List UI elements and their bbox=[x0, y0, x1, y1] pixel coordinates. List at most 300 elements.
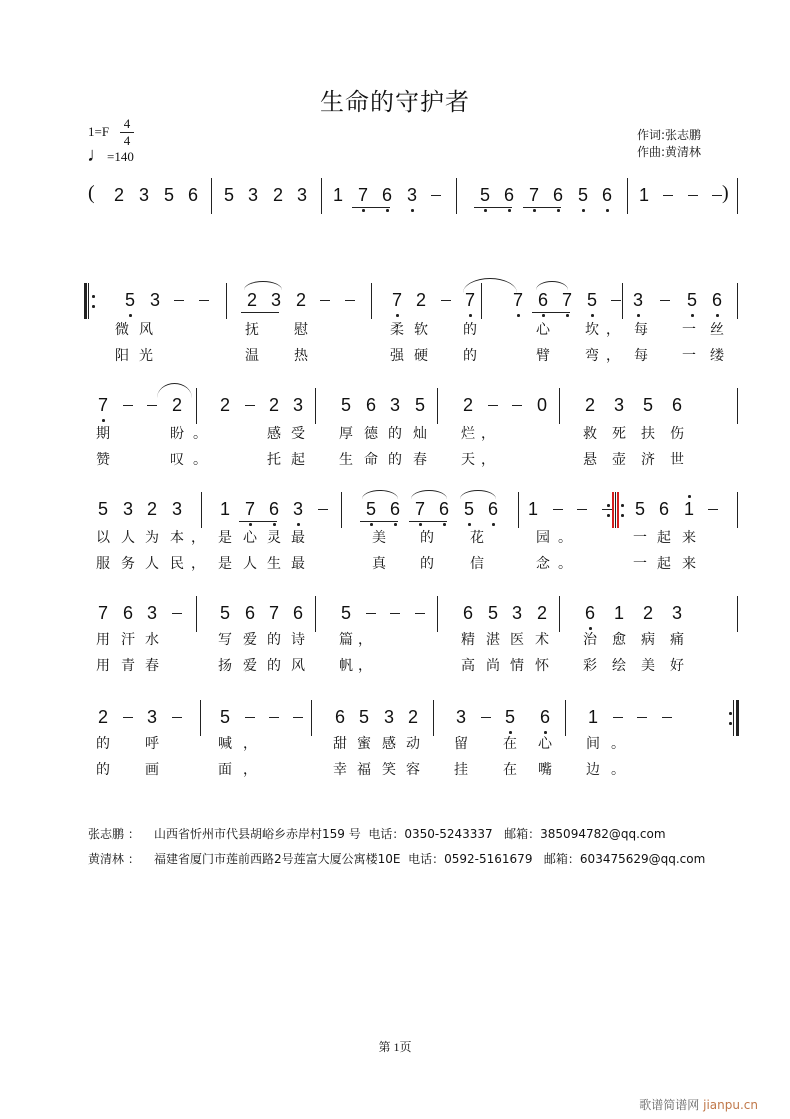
note: 5 bbox=[487, 603, 498, 623]
lyric-line-verse-2 bbox=[0, 556, 790, 574]
low-octave-dot bbox=[297, 523, 300, 526]
note: 3 bbox=[171, 499, 182, 519]
eighth-beam bbox=[523, 207, 561, 208]
note: 6 bbox=[187, 185, 198, 205]
sustain-dash bbox=[688, 195, 698, 196]
sustain-dash bbox=[512, 405, 522, 406]
lyric-char: 花 bbox=[470, 530, 484, 546]
lyric-char: 。 bbox=[558, 556, 572, 572]
eighth-beam bbox=[360, 521, 398, 522]
lyric-char: 是 bbox=[218, 530, 232, 546]
low-octave-dot bbox=[249, 523, 252, 526]
lyric-char: 德 bbox=[364, 426, 378, 442]
tempo-marking bbox=[87, 146, 134, 165]
repeat-dot bbox=[607, 514, 610, 517]
note: 5 bbox=[358, 707, 369, 727]
repeat-end-thin-bar bbox=[733, 700, 734, 736]
sustain-dash bbox=[553, 509, 563, 510]
slur bbox=[244, 281, 282, 290]
note: 3 bbox=[296, 185, 307, 205]
intro-open-paren: ( bbox=[88, 182, 95, 204]
sustain-dash bbox=[366, 613, 376, 614]
lyric-char: 的 bbox=[463, 348, 477, 364]
lyric-char: 术 bbox=[535, 632, 549, 648]
lyric-char: 画 bbox=[145, 762, 159, 778]
note: 2 bbox=[642, 603, 653, 623]
lyric-char: 春 bbox=[413, 452, 427, 468]
note: 7 bbox=[464, 290, 475, 310]
repeat-dot bbox=[607, 504, 610, 507]
lyric-char: 高 bbox=[461, 658, 475, 674]
lyric-char: 信 bbox=[470, 556, 484, 572]
note: 6 bbox=[671, 395, 682, 415]
lyric-char: 精 bbox=[461, 632, 475, 648]
lyric-char: 心 bbox=[536, 322, 550, 338]
repeat-dot bbox=[92, 305, 95, 308]
contact-row-lyricist bbox=[88, 826, 705, 842]
repeat-bar bbox=[615, 492, 617, 528]
time-signature-bottom: 4 bbox=[123, 133, 131, 148]
lyric-char: 风 bbox=[139, 322, 153, 338]
note: 3 bbox=[671, 603, 682, 623]
lyric-char: 治 bbox=[583, 632, 597, 648]
note: 6 bbox=[539, 707, 550, 727]
note: 6 bbox=[537, 290, 548, 310]
lyric-char: 福 bbox=[357, 762, 371, 778]
lyric-char: 每 bbox=[634, 322, 648, 338]
contact-phone: 电话：0592-5161679 bbox=[408, 852, 533, 866]
lyric-char: 边 bbox=[586, 762, 600, 778]
lyric-char: 人 bbox=[121, 530, 135, 546]
lyric-char: 叹 bbox=[170, 452, 184, 468]
note: 5 bbox=[479, 185, 490, 205]
lyric-char: 念 bbox=[536, 556, 550, 572]
lyric-char: 的 bbox=[267, 632, 281, 648]
contact-block bbox=[88, 826, 705, 867]
note: 1 bbox=[638, 185, 649, 205]
note: 1 bbox=[527, 499, 538, 519]
note: 5 bbox=[219, 603, 230, 623]
low-octave-dot bbox=[419, 523, 422, 526]
lyric-line-verse-2 bbox=[0, 658, 790, 676]
sustain-dash bbox=[481, 717, 491, 718]
contact-name: 黄清林 ： bbox=[88, 852, 140, 866]
low-octave-dot bbox=[469, 314, 472, 317]
lyric-char: 的 bbox=[96, 736, 110, 752]
sustain-dash bbox=[712, 195, 722, 196]
barline bbox=[226, 283, 227, 319]
lyric-char: 死 bbox=[612, 426, 626, 442]
eighth-beam bbox=[239, 521, 277, 522]
note: 6 bbox=[462, 603, 473, 623]
contact-address: 山西省忻州市代县胡峪乡赤岸村159 号 bbox=[154, 827, 361, 841]
contact-email: 邮箱：385094782@qq.com bbox=[504, 827, 666, 841]
lyric-char: 。 bbox=[558, 530, 572, 546]
note: 6 bbox=[487, 499, 498, 519]
lyric-char: 强 bbox=[390, 348, 404, 364]
eighth-beam bbox=[352, 207, 390, 208]
low-octave-dot bbox=[582, 209, 585, 212]
note: 5 bbox=[414, 395, 425, 415]
low-octave-dot bbox=[129, 314, 132, 317]
slur bbox=[362, 490, 398, 499]
lyric-line-verse-1 bbox=[0, 426, 790, 444]
low-octave-dot bbox=[394, 523, 397, 526]
lyric-char: 的 bbox=[267, 658, 281, 674]
watermark bbox=[639, 1096, 758, 1113]
low-octave-dot bbox=[557, 209, 560, 212]
lyric-char: 痛 bbox=[670, 632, 684, 648]
lyric-char: 赞 bbox=[96, 452, 110, 468]
note: 3 bbox=[292, 499, 303, 519]
eighth-beam bbox=[241, 312, 279, 313]
staff-system-1 bbox=[0, 178, 790, 218]
staff-system-6 bbox=[0, 700, 790, 740]
lyric-char: 托 bbox=[267, 452, 281, 468]
lyric-char: 臂 bbox=[536, 348, 550, 364]
lyric-char: 受 bbox=[291, 426, 305, 442]
staff-system-5 bbox=[0, 596, 790, 636]
watermark-en: jianpu.cn bbox=[703, 1098, 758, 1112]
sustain-dash bbox=[611, 300, 621, 301]
lyric-char: 喊 bbox=[218, 736, 232, 752]
repeat-dot bbox=[621, 514, 624, 517]
repeat-start-thin-bar bbox=[88, 283, 89, 319]
low-octave-dot bbox=[566, 314, 569, 317]
note: 3 bbox=[292, 395, 303, 415]
low-octave-dot bbox=[542, 314, 545, 317]
note: 2 bbox=[268, 395, 279, 415]
note: 7 bbox=[357, 185, 368, 205]
note: 2 bbox=[462, 395, 473, 415]
note: 5 bbox=[504, 707, 515, 727]
sustain-dash bbox=[488, 405, 498, 406]
lyricist-credit: 作词:张志鹏 bbox=[637, 128, 702, 142]
lyric-char: 篇 bbox=[339, 632, 353, 648]
low-octave-dot bbox=[589, 627, 592, 630]
sustain-dash bbox=[660, 300, 670, 301]
lyric-char: 扬 bbox=[218, 658, 232, 674]
sustain-dash bbox=[245, 717, 255, 718]
lyric-char: 一 bbox=[682, 322, 696, 338]
slur bbox=[411, 490, 447, 499]
contact-phone: 电话：0350-5243337 bbox=[368, 827, 493, 841]
lyric-char: ， bbox=[481, 426, 495, 442]
note: 6 bbox=[122, 603, 133, 623]
barline bbox=[321, 178, 322, 214]
note: 1 bbox=[332, 185, 343, 205]
note: 5 bbox=[577, 185, 588, 205]
repeat-dot bbox=[729, 712, 732, 715]
note: 6 bbox=[438, 499, 449, 519]
lyric-char: ， bbox=[606, 322, 620, 338]
lyric-line-verse-1 bbox=[0, 322, 790, 340]
lyric-line-verse-2 bbox=[0, 452, 790, 470]
note: 3 bbox=[455, 707, 466, 727]
lyric-char: 帆 bbox=[339, 658, 353, 674]
lyric-char: 人 bbox=[243, 556, 257, 572]
barline bbox=[315, 388, 316, 424]
lyric-line-verse-2 bbox=[0, 762, 790, 780]
lyric-char: 呼 bbox=[145, 736, 159, 752]
eighth-beam bbox=[474, 207, 512, 208]
note: 5 bbox=[586, 290, 597, 310]
repeat-end-thick-bar bbox=[736, 700, 739, 736]
lyric-char: 盼 bbox=[170, 426, 184, 442]
sustain-dash bbox=[441, 300, 451, 301]
note: 5 bbox=[634, 499, 645, 519]
note: 2 bbox=[246, 290, 257, 310]
lyric-char: 以 bbox=[96, 530, 110, 546]
lyric-char: 一 bbox=[633, 556, 647, 572]
note: 2 bbox=[219, 395, 230, 415]
lyric-char: 伤 bbox=[670, 426, 684, 442]
barline bbox=[433, 700, 434, 736]
barline bbox=[565, 700, 566, 736]
barline bbox=[559, 596, 560, 632]
sustain-dash bbox=[174, 300, 184, 301]
lyric-char: ， bbox=[481, 452, 495, 468]
lyric-char: 起 bbox=[657, 556, 671, 572]
note: 7 bbox=[414, 499, 425, 519]
barline bbox=[311, 700, 312, 736]
lyric-char: 湛 bbox=[486, 632, 500, 648]
low-octave-dot bbox=[492, 523, 495, 526]
lyric-char: 爱 bbox=[243, 632, 257, 648]
note: 6 bbox=[268, 499, 279, 519]
note: 5 bbox=[463, 499, 474, 519]
sustain-dash bbox=[123, 405, 133, 406]
lyric-char: 的 bbox=[463, 322, 477, 338]
note: 5 bbox=[340, 603, 351, 623]
lyric-line-verse-2 bbox=[0, 348, 790, 366]
sustain-dash bbox=[245, 405, 255, 406]
lyric-char: ， bbox=[191, 556, 205, 572]
barline bbox=[341, 492, 342, 528]
quarter-note-icon: ♩ bbox=[87, 144, 107, 166]
low-octave-dot bbox=[591, 314, 594, 317]
lyric-char: 天 bbox=[461, 452, 475, 468]
staff-system-2 bbox=[0, 283, 790, 323]
sustain-dash bbox=[602, 509, 612, 510]
low-octave-dot bbox=[370, 523, 373, 526]
lyric-char: ， bbox=[358, 658, 372, 674]
note: 6 bbox=[503, 185, 514, 205]
lyric-char: 感 bbox=[382, 736, 396, 752]
credits bbox=[637, 127, 701, 161]
barline bbox=[437, 388, 438, 424]
tempo-value: =140 bbox=[107, 149, 134, 164]
note: 7 bbox=[391, 290, 402, 310]
note: 6 bbox=[381, 185, 392, 205]
low-octave-dot bbox=[102, 419, 105, 422]
lyric-char: 温 bbox=[245, 348, 259, 364]
lyric-char: 最 bbox=[291, 530, 305, 546]
lyric-char: 春 bbox=[145, 658, 159, 674]
slur bbox=[157, 383, 192, 398]
sustain-dash bbox=[637, 717, 647, 718]
lyric-char: 最 bbox=[291, 556, 305, 572]
lyric-char: 硬 bbox=[414, 348, 428, 364]
note: 3 bbox=[389, 395, 400, 415]
lyric-char: 光 bbox=[139, 348, 153, 364]
composer-credit: 作曲:黄清林 bbox=[637, 145, 702, 159]
repeat-dot bbox=[621, 504, 624, 507]
note: 2 bbox=[97, 707, 108, 727]
note: 6 bbox=[292, 603, 303, 623]
lyric-char: 幸 bbox=[333, 762, 347, 778]
note: 3 bbox=[146, 707, 157, 727]
lyric-char: 的 bbox=[96, 762, 110, 778]
note: 6 bbox=[584, 603, 595, 623]
lyric-char: 尚 bbox=[486, 658, 500, 674]
lyric-char: 命 bbox=[364, 452, 378, 468]
repeat-start-thick-bar bbox=[84, 283, 87, 319]
barline bbox=[196, 596, 197, 632]
lyric-char: 真 bbox=[372, 556, 386, 572]
low-octave-dot bbox=[386, 209, 389, 212]
lyric-char: 厚 bbox=[339, 426, 353, 442]
lyric-char: 爱 bbox=[243, 658, 257, 674]
lyric-char: 笑 bbox=[382, 762, 396, 778]
repeat-dot bbox=[92, 295, 95, 298]
low-octave-dot bbox=[606, 209, 609, 212]
lyric-char: 为 bbox=[145, 530, 159, 546]
lyric-char: 柔 bbox=[390, 322, 404, 338]
barline bbox=[211, 178, 212, 214]
lyric-char: 心 bbox=[243, 530, 257, 546]
eighth-beam bbox=[532, 312, 570, 313]
lyric-char: 诗 bbox=[291, 632, 305, 648]
note: 1 bbox=[613, 603, 624, 623]
lyric-char: 。 bbox=[193, 452, 207, 468]
lyric-char: 起 bbox=[291, 452, 305, 468]
lyric-char: 缕 bbox=[710, 348, 724, 364]
time-signature-top: 4 bbox=[123, 116, 131, 131]
sustain-dash bbox=[613, 717, 623, 718]
lyric-char: 园 bbox=[536, 530, 550, 546]
sustain-dash bbox=[577, 509, 587, 510]
lyric-char: 抚 bbox=[245, 322, 259, 338]
note: 1 bbox=[683, 499, 694, 519]
lyric-char: 本 bbox=[170, 530, 184, 546]
note: 7 bbox=[97, 603, 108, 623]
note: 2 bbox=[146, 499, 157, 519]
note: 3 bbox=[122, 499, 133, 519]
sustain-dash bbox=[172, 613, 182, 614]
barline bbox=[737, 388, 738, 424]
lyric-char: ， bbox=[191, 530, 205, 546]
note: 3 bbox=[406, 185, 417, 205]
sustain-dash bbox=[318, 509, 328, 510]
barline bbox=[627, 178, 628, 214]
lyric-char: 世 bbox=[670, 452, 684, 468]
note: 5 bbox=[340, 395, 351, 415]
lyric-char: ， bbox=[243, 762, 257, 778]
barline bbox=[196, 388, 197, 424]
lyric-char: 美 bbox=[372, 530, 386, 546]
low-octave-dot bbox=[716, 314, 719, 317]
note: 2 bbox=[584, 395, 595, 415]
barline bbox=[315, 596, 316, 632]
barline bbox=[371, 283, 372, 319]
lyric-char: 来 bbox=[682, 530, 696, 546]
lyric-char: 美 bbox=[641, 658, 655, 674]
lyric-char: 烂 bbox=[461, 426, 475, 442]
note: 2 bbox=[272, 185, 283, 205]
lyric-char: 灵 bbox=[267, 530, 281, 546]
sustain-dash bbox=[293, 717, 303, 718]
lyric-char: 彩 bbox=[583, 658, 597, 674]
barline bbox=[518, 492, 519, 528]
sustain-dash bbox=[269, 717, 279, 718]
lyric-char: 悬 bbox=[583, 452, 597, 468]
low-octave-dot bbox=[509, 731, 512, 734]
note: 5 bbox=[642, 395, 653, 415]
lyric-char: 期 bbox=[96, 426, 110, 442]
barline bbox=[481, 283, 482, 319]
note: 1 bbox=[587, 707, 598, 727]
lyric-char: 医 bbox=[510, 632, 524, 648]
lyric-char: ， bbox=[358, 632, 372, 648]
low-octave-dot bbox=[484, 209, 487, 212]
barline bbox=[737, 492, 738, 528]
lyric-char: 微 bbox=[115, 322, 129, 338]
note: 5 bbox=[365, 499, 376, 519]
lyric-char: 怀 bbox=[535, 658, 549, 674]
lyric-char: 救 bbox=[583, 426, 597, 442]
lyric-char: 心 bbox=[538, 736, 552, 752]
note: 2 bbox=[415, 290, 426, 310]
lyric-char: 感 bbox=[267, 426, 281, 442]
sustain-dash bbox=[662, 717, 672, 718]
staff-system-4 bbox=[0, 492, 790, 532]
note: 3 bbox=[146, 603, 157, 623]
note: 2 bbox=[407, 707, 418, 727]
sustain-dash bbox=[147, 405, 157, 406]
lyric-char: 好 bbox=[670, 658, 684, 674]
lyric-char: 用 bbox=[96, 632, 110, 648]
note: 2 bbox=[171, 395, 182, 415]
note: 3 bbox=[247, 185, 258, 205]
contact-name: 张志鹏 ： bbox=[88, 827, 140, 841]
lyric-char: 嘴 bbox=[538, 762, 552, 778]
barline bbox=[201, 492, 202, 528]
note: 6 bbox=[365, 395, 376, 415]
sustain-dash bbox=[320, 300, 330, 301]
note: 2 bbox=[536, 603, 547, 623]
lyric-char: 病 bbox=[641, 632, 655, 648]
barline bbox=[737, 178, 738, 214]
lyric-char: 愈 bbox=[612, 632, 626, 648]
lyric-char: 在 bbox=[503, 736, 517, 752]
lyric-char: 汗 bbox=[121, 632, 135, 648]
note: 5 bbox=[219, 707, 230, 727]
contact-row-composer bbox=[88, 851, 705, 867]
note: 7 bbox=[97, 395, 108, 415]
sustain-dash bbox=[123, 717, 133, 718]
sustain-dash bbox=[199, 300, 209, 301]
lyric-char: 写 bbox=[218, 632, 232, 648]
barline bbox=[456, 178, 457, 214]
lyric-char: 水 bbox=[145, 632, 159, 648]
slur bbox=[463, 278, 517, 293]
barline bbox=[200, 700, 201, 736]
barline bbox=[737, 596, 738, 632]
lyric-char: 软 bbox=[414, 322, 428, 338]
lyric-char: 服 bbox=[96, 556, 110, 572]
contact-address: 福建省厦门市莲前西路2号莲富大厦公寓楼10E bbox=[154, 852, 401, 866]
